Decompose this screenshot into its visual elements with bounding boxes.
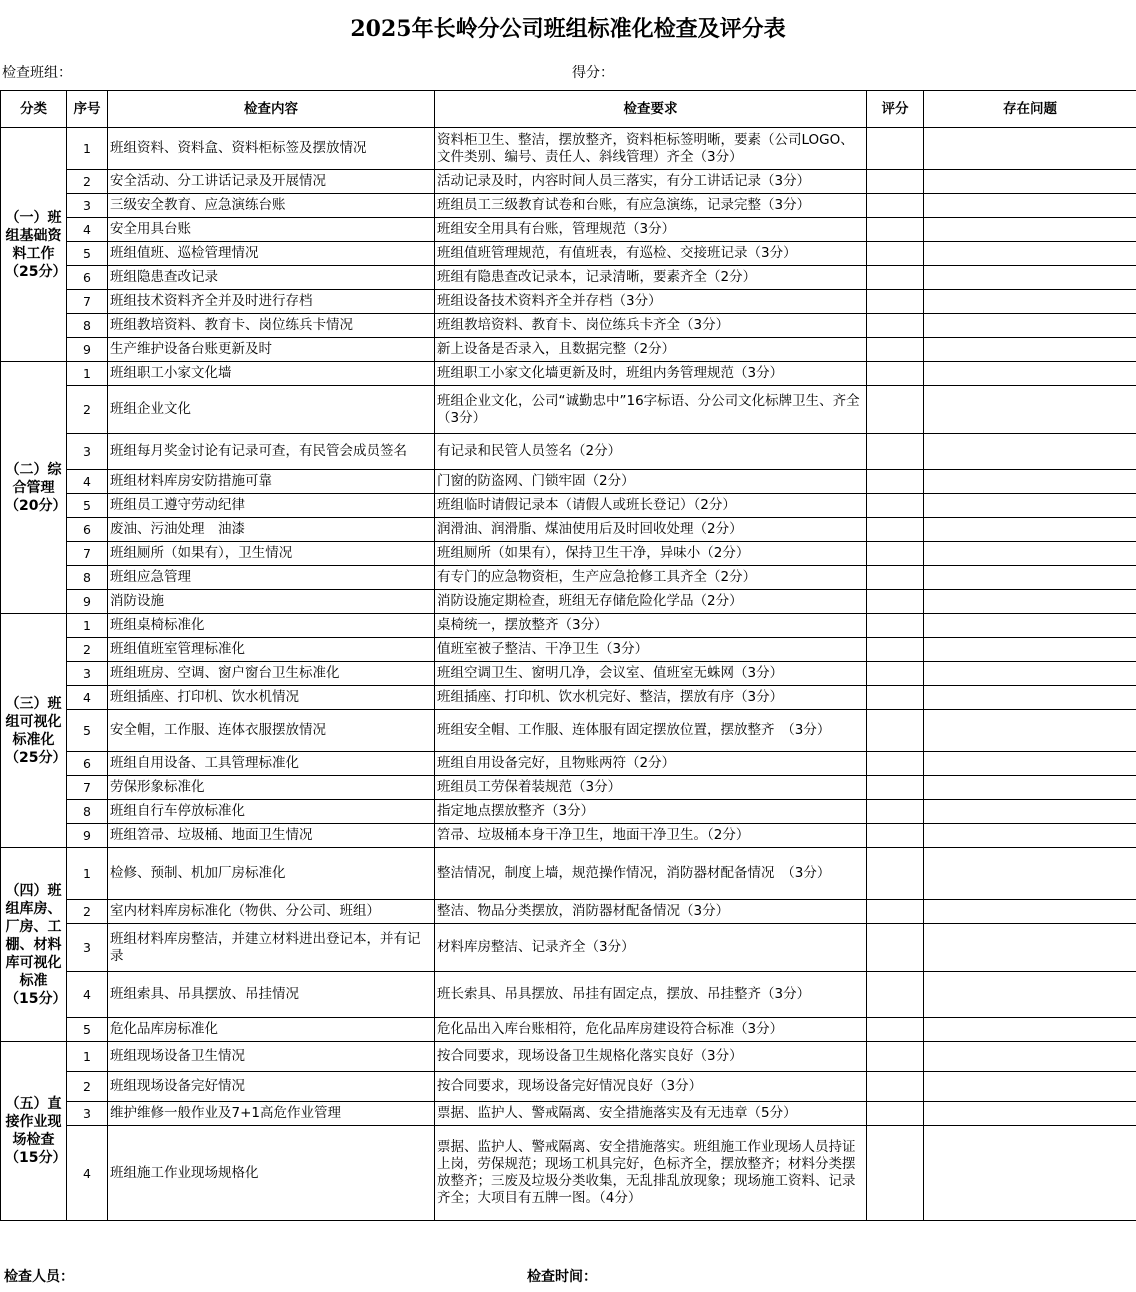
score-cell (867, 170, 924, 194)
check-content: 维护维修一般作业及7+1高危作业管理 (108, 1102, 435, 1126)
check-requirement: 整洁情况，制度上墙，规范操作情况，消防器材配备情况 （3分） (435, 848, 867, 900)
issues-cell (924, 710, 1136, 752)
row-number: 2 (67, 386, 108, 434)
check-content: 班组资料、资料盒、资料柜标签及摆放情况 (108, 128, 435, 170)
row-number: 3 (67, 434, 108, 470)
issues-cell (924, 542, 1136, 566)
table-body (1, 128, 1136, 1221)
row-number: 9 (67, 824, 108, 848)
table-row (1, 710, 1136, 752)
score-cell (867, 194, 924, 218)
table-row (1, 434, 1136, 470)
check-requirement: 班组空调卫生、窗明几净，会议室、值班室无蛛网（3分） (435, 662, 867, 686)
row-number: 3 (67, 662, 108, 686)
table-row (1, 900, 1136, 924)
issues-cell (924, 1072, 1136, 1102)
table-row (1, 386, 1136, 434)
row-number: 7 (67, 776, 108, 800)
issues-cell (924, 290, 1136, 314)
check-requirement: 笤帚、垃圾桶本身干净卫生，地面干净卫生。（2分） (435, 824, 867, 848)
table-row (1, 218, 1136, 242)
check-requirement: 消防设施定期检查，班组无存储危险化学品（2分） (435, 590, 867, 614)
issues-cell (924, 972, 1136, 1018)
check-requirement: 票据、监护人、警戒隔离、安全措施落实及有无违章（5分） (435, 1102, 867, 1126)
check-content: 班组材料库房安防措施可靠 (108, 470, 435, 494)
row-number: 1 (67, 128, 108, 170)
row-number: 1 (67, 362, 108, 386)
check-content: 危化品库房标准化 (108, 1018, 435, 1042)
row-number: 4 (67, 470, 108, 494)
table-row (1, 776, 1136, 800)
score-cell (867, 924, 924, 972)
issues-cell (924, 614, 1136, 638)
check-content: 班组施工作业现场规格化 (108, 1126, 435, 1221)
issues-cell (924, 824, 1136, 848)
check-requirement: 票据、监护人、警戒隔离、安全措施落实。班组施工作业现场人员持证上岗，劳保规范；现场工机具完好，色标齐全，摆放整齐；材料分类摆放整齐；三废及垃圾分类收集，无乱排乱放现象；现场施工资料、记录齐全；大项目有五牌一图。（4分） (435, 1126, 867, 1221)
check-requirement: 班组值班管理规范，有值班表，有巡检、交接班记录（3分） (435, 242, 867, 266)
row-number: 4 (67, 972, 108, 1018)
check-requirement: 桌椅统一，摆放整齐（3分） (435, 614, 867, 638)
table-row (1, 1102, 1136, 1126)
issues-cell (924, 470, 1136, 494)
header-row (1, 91, 1136, 128)
check-content: 班组现场设备卫生情况 (108, 1042, 435, 1072)
issues-cell (924, 314, 1136, 338)
header-score: 评分 (867, 91, 924, 128)
check-requirement: 整洁、物品分类摆放，消防器材配备情况（3分） (435, 900, 867, 924)
table-row (1, 1072, 1136, 1102)
check-requirement: 班长索具、吊具摆放、吊挂有固定点，摆放、吊挂整齐（3分） (435, 972, 867, 1018)
row-number: 4 (67, 218, 108, 242)
score-cell (867, 776, 924, 800)
table-row (1, 824, 1136, 848)
check-requirement: 材料库房整洁、记录齐全（3分） (435, 924, 867, 972)
issues-cell (924, 1102, 1136, 1126)
score-cell (867, 242, 924, 266)
score-cell (867, 470, 924, 494)
score-cell (867, 128, 924, 170)
check-requirement: 班组厕所（如果有），保持卫生干净，异味小（2分） (435, 542, 867, 566)
row-number: 3 (67, 924, 108, 972)
inspector-label: 检查人员： (4, 1269, 74, 1285)
check-content: 检修、预制、机加厂房标准化 (108, 848, 435, 900)
issues-cell (924, 1042, 1136, 1072)
check-requirement: 班组安全帽、工作服、连体服有固定摆放位置，摆放整齐 （3分） (435, 710, 867, 752)
table-row (1, 686, 1136, 710)
table-row (1, 128, 1136, 170)
inspection-time-label: 检查时间： (527, 1269, 597, 1285)
check-requirement: 按合同要求，现场设备完好情况良好（3分） (435, 1072, 867, 1102)
inspection-table (0, 90, 1136, 1221)
table-row (1, 170, 1136, 194)
check-content: 班组值班室管理标准化 (108, 638, 435, 662)
check-content: 班组应急管理 (108, 566, 435, 590)
row-number: 2 (67, 900, 108, 924)
row-number: 4 (67, 686, 108, 710)
table-row (1, 752, 1136, 776)
check-requirement: 班组设备技术资料齐全并存档（3分） (435, 290, 867, 314)
issues-cell (924, 1018, 1136, 1042)
table-row (1, 972, 1136, 1018)
score-cell (867, 218, 924, 242)
row-number: 5 (67, 710, 108, 752)
issues-cell (924, 338, 1136, 362)
table-row (1, 800, 1136, 824)
issues-cell (924, 242, 1136, 266)
table-row (1, 924, 1136, 972)
check-content: 班组自行车停放标准化 (108, 800, 435, 824)
check-content: 废油、污油处理 油漆 (108, 518, 435, 542)
row-number: 2 (67, 170, 108, 194)
table-row (1, 470, 1136, 494)
category-cell: （一）班组基础资料工作（25分） (1, 128, 67, 362)
score-cell (867, 848, 924, 900)
score-cell (867, 314, 924, 338)
row-number: 6 (67, 266, 108, 290)
issues-cell (924, 590, 1136, 614)
table-row (1, 290, 1136, 314)
score-cell (867, 590, 924, 614)
row-number: 4 (67, 1126, 108, 1221)
score-cell (867, 542, 924, 566)
table-row (1, 590, 1136, 614)
check-requirement: 班组员工劳保着装规范（3分） (435, 776, 867, 800)
check-requirement: 班组员工三级教育试卷和台账，有应急演练，记录完整（3分） (435, 194, 867, 218)
check-content: 班组技术资料齐全并及时进行存档 (108, 290, 435, 314)
issues-cell (924, 566, 1136, 590)
header-issues: 存在问题 (924, 91, 1136, 128)
issues-cell (924, 494, 1136, 518)
issues-cell (924, 638, 1136, 662)
check-content: 班组每月奖金讨论有记录可查，有民管会成员签名 (108, 434, 435, 470)
score-cell (867, 266, 924, 290)
check-requirement: 班组职工小家文化墙更新及时，班组内务管理规范（3分） (435, 362, 867, 386)
check-content: 班组索具、吊具摆放、吊挂情况 (108, 972, 435, 1018)
row-number: 8 (67, 566, 108, 590)
table-row (1, 1018, 1136, 1042)
table-row (1, 566, 1136, 590)
category-cell: （五）直接作业现场检查（15分） (1, 1042, 67, 1221)
row-number: 3 (67, 194, 108, 218)
check-requirement: 有记录和民管人员签名（2分） (435, 434, 867, 470)
table-row (1, 266, 1136, 290)
issues-cell (924, 194, 1136, 218)
issues-cell (924, 266, 1136, 290)
row-number: 7 (67, 542, 108, 566)
row-number: 9 (67, 590, 108, 614)
check-content: 班组值班、巡检管理情况 (108, 242, 435, 266)
issues-cell (924, 128, 1136, 170)
score-cell (867, 338, 924, 362)
row-number: 2 (67, 1072, 108, 1102)
table-row (1, 1126, 1136, 1221)
check-content: 班组现场设备完好情况 (108, 1072, 435, 1102)
score-cell (867, 662, 924, 686)
score-cell (867, 1126, 924, 1221)
check-content: 生产维护设备台账更新及时 (108, 338, 435, 362)
check-requirement: 按合同要求，现场设备卫生规格化落实良好（3分） (435, 1042, 867, 1072)
check-requirement: 值班室被子整洁、干净卫生（3分） (435, 638, 867, 662)
table-row (1, 194, 1136, 218)
issues-cell (924, 1126, 1136, 1221)
check-content: 班组隐患查改记录 (108, 266, 435, 290)
table-row (1, 542, 1136, 566)
check-content: 消防设施 (108, 590, 435, 614)
table-row (1, 638, 1136, 662)
score-cell (867, 494, 924, 518)
score-cell (867, 290, 924, 314)
table-row (1, 1042, 1136, 1072)
check-requirement: 指定地点摆放整齐（3分） (435, 800, 867, 824)
page-title: 2025年长岭分公司班组标准化检查及评分表 (350, 16, 786, 42)
row-number: 8 (67, 800, 108, 824)
score-cell (867, 972, 924, 1018)
score-cell (867, 386, 924, 434)
table-row (1, 614, 1136, 638)
issues-cell (924, 800, 1136, 824)
score-cell (867, 710, 924, 752)
score-cell (867, 686, 924, 710)
issues-cell (924, 686, 1136, 710)
score-cell (867, 518, 924, 542)
check-content: 班组教培资料、教育卡、岗位练兵卡情况 (108, 314, 435, 338)
score-cell (867, 1018, 924, 1042)
issues-cell (924, 752, 1136, 776)
table-row (1, 494, 1136, 518)
check-requirement: 班组有隐患查改记录本，记录清晰，要素齐全（2分） (435, 266, 867, 290)
row-number: 3 (67, 1102, 108, 1126)
issues-cell (924, 434, 1136, 470)
issues-cell (924, 362, 1136, 386)
check-content: 室内材料库房标准化（物供、分公司、班组） (108, 900, 435, 924)
check-content: 班组企业文化 (108, 386, 435, 434)
row-number: 1 (67, 848, 108, 900)
issues-cell (924, 924, 1136, 972)
issues-cell (924, 518, 1136, 542)
category-cell: （三）班组可视化标准化（25分） (1, 614, 67, 848)
row-number: 1 (67, 614, 108, 638)
check-requirement: 班组教培资料、教育卡、岗位练兵卡齐全（3分） (435, 314, 867, 338)
check-requirement: 危化品出入库台账相符，危化品库房建设符合标准（3分） (435, 1018, 867, 1042)
check-requirement: 门窗的防盗网、门锁牢固（2分） (435, 470, 867, 494)
score-cell (867, 638, 924, 662)
table-row (1, 662, 1136, 686)
check-content: 安全用具台账 (108, 218, 435, 242)
score-cell (867, 1102, 924, 1126)
check-content: 班组笤帚、垃圾桶、地面卫生情况 (108, 824, 435, 848)
score-cell (867, 614, 924, 638)
score-cell (867, 362, 924, 386)
score-cell (867, 900, 924, 924)
header-number: 序号 (67, 91, 108, 128)
check-content: 班组自用设备、工具管理标准化 (108, 752, 435, 776)
category-cell: （四）班组库房、厂房、工棚、材料库可视化标准（15分） (1, 848, 67, 1042)
row-number: 5 (67, 1018, 108, 1042)
row-number: 6 (67, 752, 108, 776)
row-number: 1 (67, 1042, 108, 1072)
header-content: 检查内容 (108, 91, 435, 128)
score-cell (867, 566, 924, 590)
score-cell (867, 800, 924, 824)
issues-cell (924, 900, 1136, 924)
row-number: 5 (67, 242, 108, 266)
table-row (1, 848, 1136, 900)
score-cell (867, 1042, 924, 1072)
issues-cell (924, 170, 1136, 194)
check-content: 劳保形象标准化 (108, 776, 435, 800)
score-cell (867, 434, 924, 470)
team-label: 检查班组： (2, 65, 72, 81)
category-cell: （二）综合管理（20分） (1, 362, 67, 614)
check-requirement: 润滑油、润滑脂、煤油使用后及时回收处理（2分） (435, 518, 867, 542)
check-content: 安全活动、分工讲话记录及开展情况 (108, 170, 435, 194)
check-requirement: 班组临时请假记录本（请假人或班长登记）（2分） (435, 494, 867, 518)
check-content: 班组班房、空调、窗户窗台卫生标准化 (108, 662, 435, 686)
check-requirement: 班组企业文化，公司“诚勤忠中”16字标语、分公司文化标牌卫生、齐全（3分） (435, 386, 867, 434)
score-cell (867, 752, 924, 776)
check-requirement: 有专门的应急物资柜，生产应急抢修工具齐全（2分） (435, 566, 867, 590)
header-requirement: 检查要求 (435, 91, 867, 128)
score-label: 得分： (572, 65, 614, 81)
issues-cell (924, 662, 1136, 686)
check-requirement: 班组安全用具有台账，管理规范（3分） (435, 218, 867, 242)
issues-cell (924, 218, 1136, 242)
check-content: 安全帽，工作服、连体衣服摆放情况 (108, 710, 435, 752)
row-number: 8 (67, 314, 108, 338)
table-row (1, 242, 1136, 266)
row-number: 5 (67, 494, 108, 518)
table-row (1, 314, 1136, 338)
check-content: 班组插座、打印机、饮水机情况 (108, 686, 435, 710)
score-cell (867, 1072, 924, 1102)
row-number: 6 (67, 518, 108, 542)
check-requirement: 资料柜卫生、整洁，摆放整齐，资料柜标签明晰，要素（公司LOGO、文件类别、编号、责任人、斜线管理）齐全（3分） (435, 128, 867, 170)
check-requirement: 班组自用设备完好，且物账两符（2分） (435, 752, 867, 776)
row-number: 2 (67, 638, 108, 662)
issues-cell (924, 848, 1136, 900)
table-row (1, 518, 1136, 542)
check-requirement: 班组插座、打印机、饮水机完好、整洁，摆放有序（3分） (435, 686, 867, 710)
header-category: 分类 (1, 91, 67, 128)
table-row (1, 362, 1136, 386)
check-content: 班组桌椅标准化 (108, 614, 435, 638)
issues-cell (924, 776, 1136, 800)
check-content: 三级安全教育、应急演练台账 (108, 194, 435, 218)
check-content: 班组员工遵守劳动纪律 (108, 494, 435, 518)
row-number: 7 (67, 290, 108, 314)
table-row (1, 338, 1136, 362)
check-requirement: 新上设备是否录入，且数据完整（2分） (435, 338, 867, 362)
check-content: 班组职工小家文化墙 (108, 362, 435, 386)
check-content: 班组厕所（如果有），卫生情况 (108, 542, 435, 566)
check-content: 班组材料库房整洁，并建立材料进出登记本，并有记录 (108, 924, 435, 972)
row-number: 9 (67, 338, 108, 362)
score-cell (867, 824, 924, 848)
check-requirement: 活动记录及时，内容时间人员三落实，有分工讲话记录（3分） (435, 170, 867, 194)
issues-cell (924, 386, 1136, 434)
